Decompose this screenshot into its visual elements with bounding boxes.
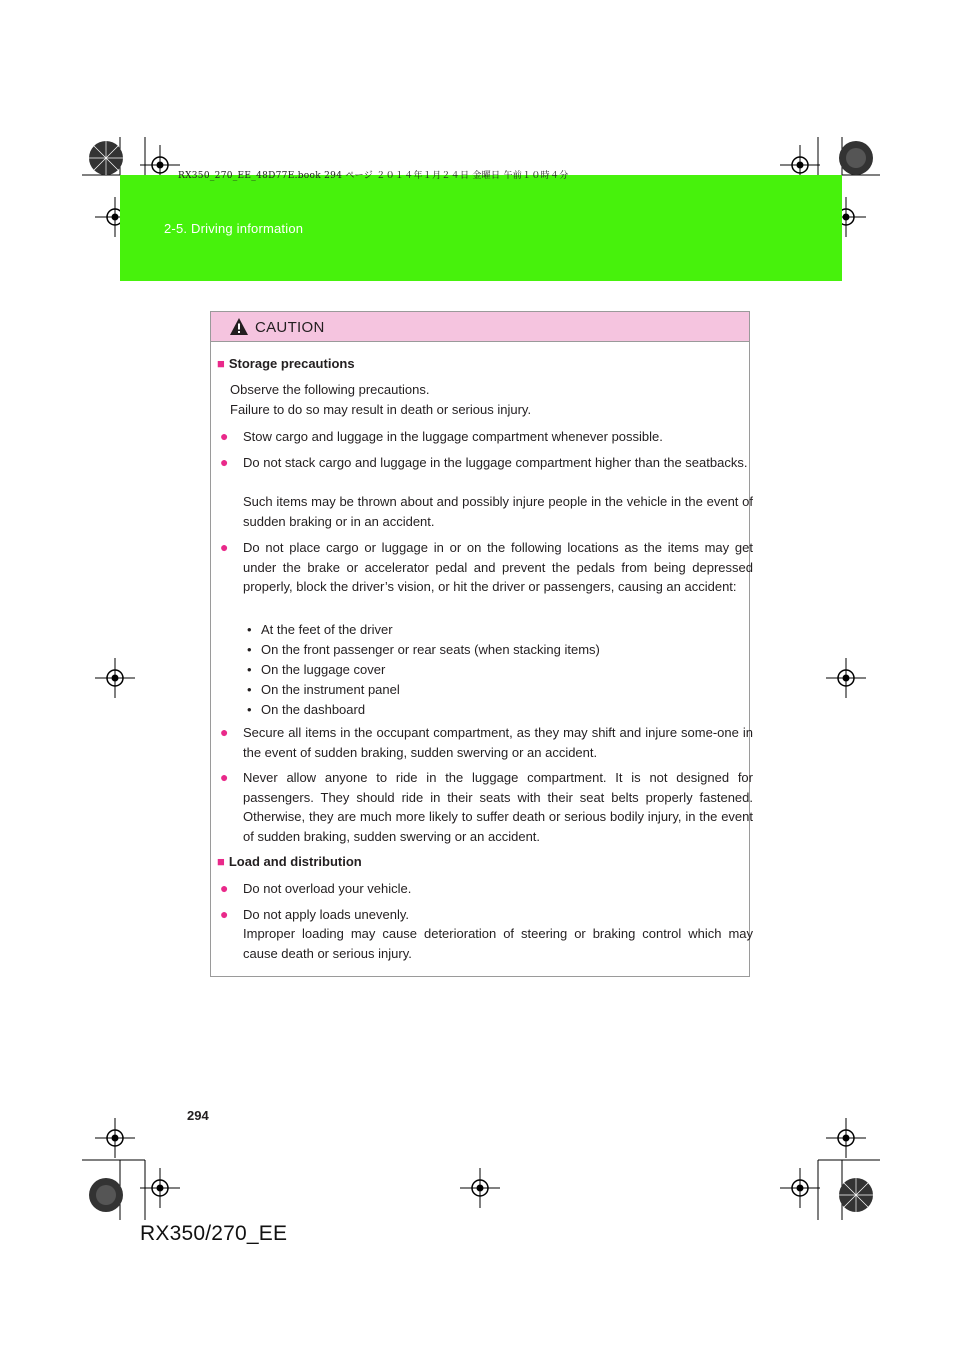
book-info-line: RX350_270_EE_48D77E.book 294 ページ ２０１４年１月２４日 金曜日 午前１０時４分 xyxy=(178,171,569,181)
registration-mark-icon xyxy=(140,1168,180,1208)
registration-mark-icon xyxy=(460,1168,500,1208)
registration-mark-icon xyxy=(95,658,135,698)
caution-box: CAUTION ■ Storage precautions Observe the following precautions. Failure to do so may result in death or serious injury. ● Stow cargo and luggage in the luggage compartment whenever possible. ● Do not stack cargo and luggage in the luggage compartment higher than the seatbacks. Such items may be thrown about and possibly injure people in the vehicle in the event of sudden braking or in an accident. ● Do not place cargo or luggage in or on the following locations as the items may get under the brake or accelerator pedal and prevent the pedals from being depressed properly, block the driver’s vision, or hit the driver or passengers, causing an accident: • At the feet of the driver • On the front passenger or rear seats (when stacking items) • On the luggage cover • On the instrument panel • On the dashboard ● Secure all items in the occupant compartment, as they may shift and injure some-one in the event of sudden braking, sudden swerving or an accident. ● Never allow anyone to ride in the luggage compartment. It is not designed for passengers. They should ride in their seats with their seat belts properly fastened. Otherwise, they are much more likely to suffer death or serious bodily injury, in the event of sudden braking, sudden swerving or an accident. ■ Load and distribution ● Do not overload your vehicle. ● Do not apply loads unevenly. Improper loading may cause deterioration of steering or braking control which may cause death or serious injury. xyxy=(210,311,750,977)
location-item: • On the instrument panel xyxy=(247,682,400,697)
bullet-dot-icon: ● xyxy=(220,769,229,785)
registration-mark-icon xyxy=(826,1118,866,1158)
warning-triangle-icon xyxy=(229,317,249,336)
bullet-dot-icon: ● xyxy=(220,539,229,555)
location-item: • On the luggage cover xyxy=(247,662,386,677)
star-target-icon xyxy=(88,1177,124,1213)
star-target-icon xyxy=(88,140,124,176)
bullet-dot-icon: ● xyxy=(220,724,229,740)
square-bullet-icon: ■ xyxy=(217,356,225,371)
square-bullet-icon: ■ xyxy=(217,854,225,869)
location-item: • On the front passenger or rear seats (when stacking items) xyxy=(247,642,600,657)
bullet-dot-icon: ● xyxy=(220,880,229,896)
bullet-dot-icon: ● xyxy=(220,428,229,444)
star-target-icon xyxy=(838,1177,874,1213)
model-code: RX350/270_EE xyxy=(140,1222,288,1245)
page-number: 294 xyxy=(187,1108,209,1123)
intro-text: Failure to do so may result in death or serious injury. xyxy=(230,402,532,417)
section-heading: ■ Storage precautions xyxy=(217,356,355,371)
section-header-band xyxy=(120,175,842,281)
bullet-dot-icon: ● xyxy=(220,906,229,922)
bullet-dot-icon: ● xyxy=(220,454,229,470)
intro-text: Observe the following precautions. xyxy=(230,382,430,397)
registration-mark-icon xyxy=(780,1168,820,1208)
location-item: • At the feet of the driver xyxy=(247,622,393,637)
star-target-icon xyxy=(838,140,874,176)
location-item: • On the dashboard xyxy=(247,702,366,717)
caution-header xyxy=(211,312,749,342)
registration-mark-icon xyxy=(826,658,866,698)
registration-mark-icon xyxy=(95,1118,135,1158)
section-title: 2-5. Driving information xyxy=(164,221,304,236)
section-heading: ■ Load and distribution xyxy=(217,854,362,869)
caution-label: CAUTION xyxy=(255,319,325,336)
